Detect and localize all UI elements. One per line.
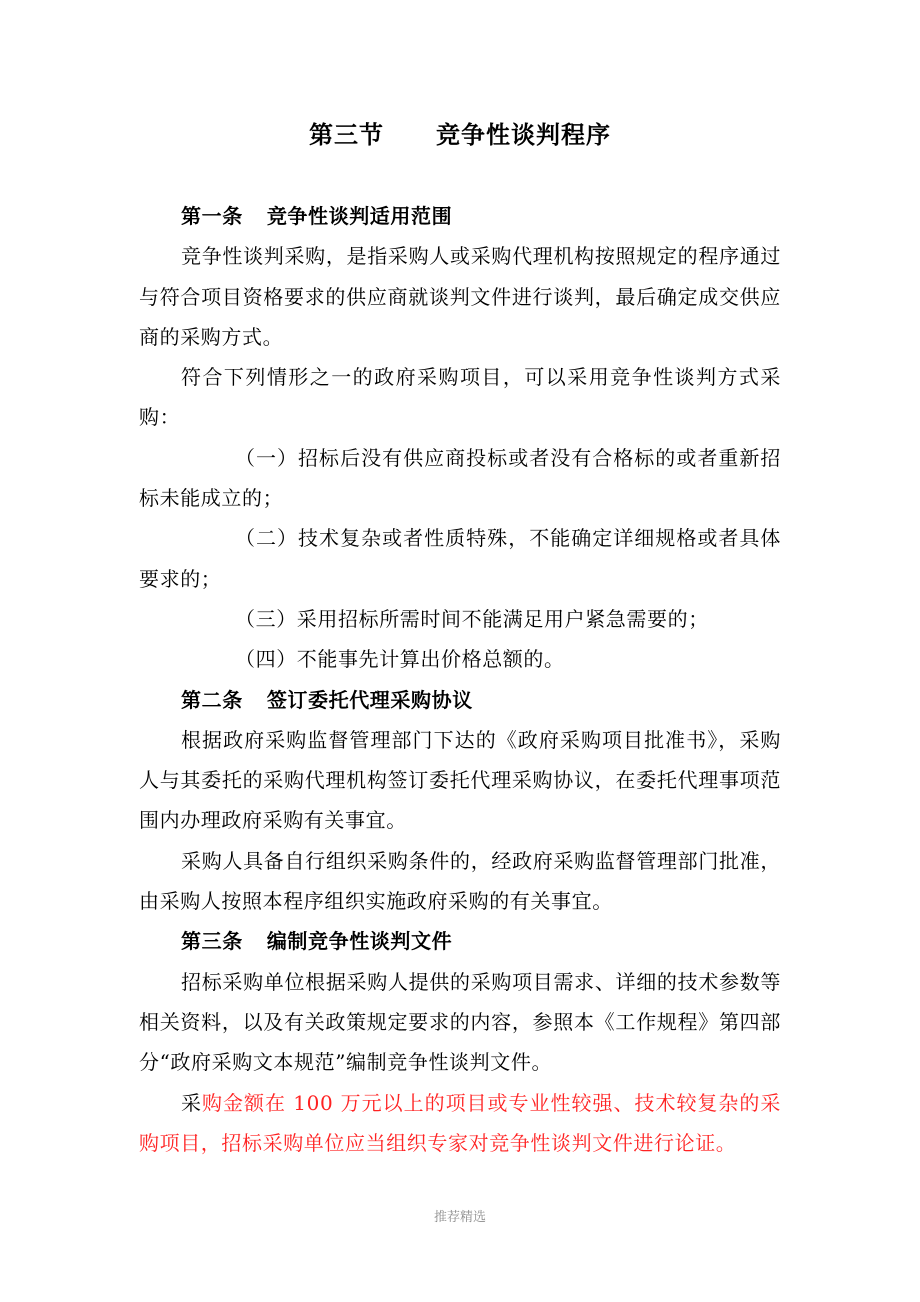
article-3-heading <box>139 921 781 961</box>
list-item: （四）不能事先计算出价格总额的。 <box>235 647 565 672</box>
article-number: 第一条 <box>181 204 243 228</box>
article-number: 第三条 <box>181 929 243 954</box>
list-item: （二）技术复杂或者性质特殊，不能确定详细规格或者具体要求的； <box>139 526 781 591</box>
article-2-heading <box>139 680 781 720</box>
article-title: 编制竞争性谈判文件 <box>266 929 453 954</box>
page-footer: 推荐精选 <box>433 1210 486 1225</box>
section-number: 第三节 <box>309 121 384 149</box>
article-title: 签订委托代理采购协议 <box>266 687 473 712</box>
list-item: （三）采用招标所需时间不能满足用户紧急需要的； <box>235 606 709 631</box>
red-highlight-text: 购金额在 100 万元以上的项目或专业性较强、技术较复杂的采购项目，招标采购单位应当组织专家对竞争性谈判文件进行论证。 <box>139 1090 781 1155</box>
highlighted-paragraph <box>139 1083 781 1164</box>
article-1-heading <box>139 196 781 236</box>
section-title <box>0 118 920 152</box>
article-number: 第二条 <box>181 687 243 712</box>
paragraph: 符合下列情形之一的政府采购项目，可以采用竞争性谈判方式采购： <box>139 365 781 430</box>
paragraph: 采购人具备自行组织采购条件的，经政府采购监督管理部门批准，由采购人按照本程序组织实施政府采购的有关事宜。 <box>139 848 781 914</box>
paragraph: 根据政府采购监督管理部门下达的《政府采购项目批准书》，采购人与其委托的采购代理机构签订委托代理采购协议，在委托代理事项范围内办理政府采购有关事宜。 <box>139 727 781 833</box>
article-title: 竞争性谈判适用范围 <box>266 204 453 228</box>
document-body <box>139 196 781 1163</box>
paragraph: 竞争性谈判采购，是指采购人或采购代理机构按照规定的程序通过与符合项目资格要求的供应商就谈判文件进行谈判，最后确定成交供应商的采购方式。 <box>139 244 781 349</box>
paragraph: 招标采购单位根据采购人提供的采购项目需求、详细的技术参数等相关资料，以及有关政策规定要求的内容，参照本《工作规程》第四部分“政府采购文本规范”编制竞争性谈判文件。 <box>139 969 781 1075</box>
list-item: （一）招标后没有供应商投标或者没有合格标的或者重新招标未能成立的； <box>139 445 781 511</box>
paragraph-lead-char: 采 <box>181 1090 202 1115</box>
section-name: 竞争性谈判程序 <box>436 121 611 149</box>
